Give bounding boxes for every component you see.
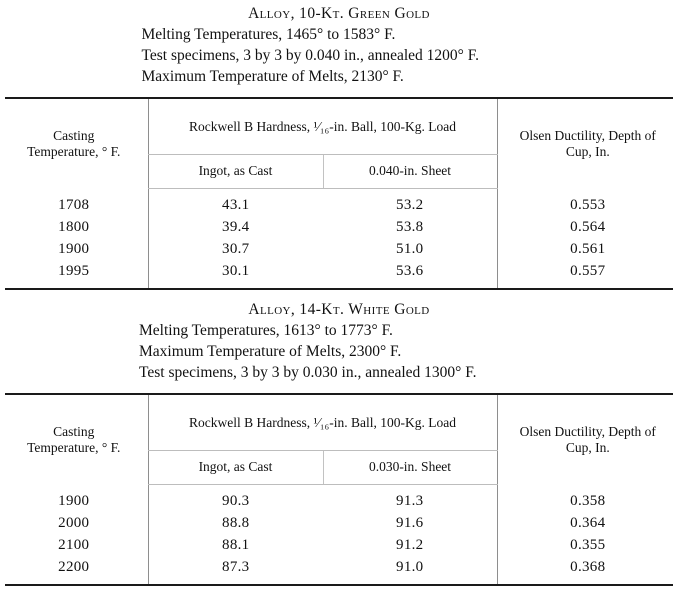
cell-ingot-hardness: 88.8 <box>148 512 323 534</box>
cell-ingot-hardness: 43.1 <box>148 189 323 217</box>
cell-olsen-ductility: 0.553 <box>497 189 678 217</box>
alloy-heading-green-gold <box>0 0 678 97</box>
column-header-olsen-ductility <box>497 395 678 485</box>
cell-casting-temperature: 1800 <box>58 219 90 235</box>
table-header-green <box>0 99 678 189</box>
table-body-white <box>0 485 678 585</box>
table-row <box>0 534 678 556</box>
cell-ingot-hardness: 39.4 <box>148 216 323 238</box>
cell-casting-temperature: 1900 <box>58 492 90 509</box>
column-header-sheet: 0.040-in. Sheet <box>323 155 497 189</box>
column-header-sheet: 0.030-in. Sheet <box>323 451 497 485</box>
alloy-title: Alloy, 14-Kt. White Gold <box>248 301 430 318</box>
cell-olsen-ductility: 0.561 <box>497 238 678 260</box>
olsen-line1: Olsen Ductility, Depth of <box>519 127 656 143</box>
casting-temp-line2: Temperature, ° F. <box>27 143 121 159</box>
column-header-casting-temperature <box>0 99 148 189</box>
table-row <box>0 556 678 584</box>
cell-sheet-hardness: 53.2 <box>396 197 424 213</box>
cell-casting-temperature: 1995 <box>58 263 90 279</box>
table-body-green <box>0 189 678 289</box>
table-row <box>0 512 678 534</box>
cell-sheet-hardness: 53.6 <box>396 263 424 279</box>
cell-olsen-ductility: 0.368 <box>497 556 678 584</box>
cell-ingot-hardness: 90.3 <box>148 485 323 513</box>
cell-ingot-hardness: 88.1 <box>148 534 323 556</box>
cell-sheet-hardness: 91.0 <box>396 559 424 575</box>
cell-casting-temperature: 2200 <box>58 559 90 575</box>
column-header-rockwell-hardness: Rockwell B Hardness, ¹⁄₁₆-in. Ball, 100-Kg. Load <box>148 99 497 155</box>
column-header-ingot-as-cast: Ingot, as Cast <box>148 155 323 189</box>
cell-casting-temperature: 2000 <box>58 515 90 531</box>
cell-sheet-hardness: 91.6 <box>396 515 424 531</box>
olsen-line1: Olsen Ductility, Depth of <box>519 423 656 439</box>
cell-olsen-ductility: 0.364 <box>497 512 678 534</box>
olsen-line2: Cup, In. <box>565 439 610 455</box>
cell-casting-temperature: 2100 <box>58 537 90 553</box>
table-row <box>0 216 678 238</box>
olsen-line2: Cup, In. <box>565 143 610 159</box>
casting-temp-line1: Casting <box>53 423 95 439</box>
table-header-white <box>0 395 678 485</box>
alloy-table-white-gold <box>0 395 678 584</box>
alloy-note: Melting Temperatures, 1465° to 1583° F. <box>141 26 396 43</box>
table-row <box>0 238 678 260</box>
cell-olsen-ductility: 0.358 <box>497 485 678 513</box>
cell-olsen-ductility: 0.355 <box>497 534 678 556</box>
alloy-note: Melting Temperatures, 1613° to 1773° F. <box>139 322 393 339</box>
table-row <box>0 260 678 288</box>
table-row <box>0 485 678 513</box>
casting-temp-line1: Casting <box>53 127 95 143</box>
cell-sheet-hardness: 91.2 <box>396 537 424 553</box>
alloy-note: Test specimens, 3 by 3 by 0.030 in., annealed 1300° F. <box>139 364 477 381</box>
alloy-note: Test specimens, 3 by 3 by 0.040 in., annealed 1200° F. <box>141 47 480 64</box>
cell-ingot-hardness: 30.7 <box>148 238 323 260</box>
column-header-olsen-ductility <box>497 99 678 189</box>
cell-sheet-hardness: 53.8 <box>396 219 424 235</box>
cell-ingot-hardness: 30.1 <box>148 260 323 288</box>
alloy-note: Maximum Temperature of Melts, 2130° F. <box>141 68 404 85</box>
column-header-ingot-as-cast: Ingot, as Cast <box>148 451 323 485</box>
column-header-rockwell-hardness: Rockwell B Hardness, ¹⁄₁₆-in. Ball, 100-Kg. Load <box>148 395 497 451</box>
cell-casting-temperature: 1900 <box>58 241 90 257</box>
cell-olsen-ductility: 0.564 <box>497 216 678 238</box>
casting-temp-line2: Temperature, ° F. <box>27 439 121 455</box>
cell-olsen-ductility: 0.557 <box>497 260 678 288</box>
cell-sheet-hardness: 91.3 <box>396 493 424 509</box>
cell-sheet-hardness: 51.0 <box>396 241 424 257</box>
cell-casting-temperature: 1708 <box>58 196 90 213</box>
cell-ingot-hardness: 87.3 <box>148 556 323 584</box>
column-header-casting-temperature <box>0 395 148 485</box>
alloy-table-green-gold <box>0 99 678 288</box>
table-bottom-rule-white <box>0 584 678 586</box>
alloy-title: Alloy, 10-Kt. Green Gold <box>248 5 430 22</box>
alloy-note: Maximum Temperature of Melts, 2300° F. <box>139 343 402 360</box>
alloy-heading-white-gold <box>0 290 678 393</box>
table-row <box>0 189 678 217</box>
